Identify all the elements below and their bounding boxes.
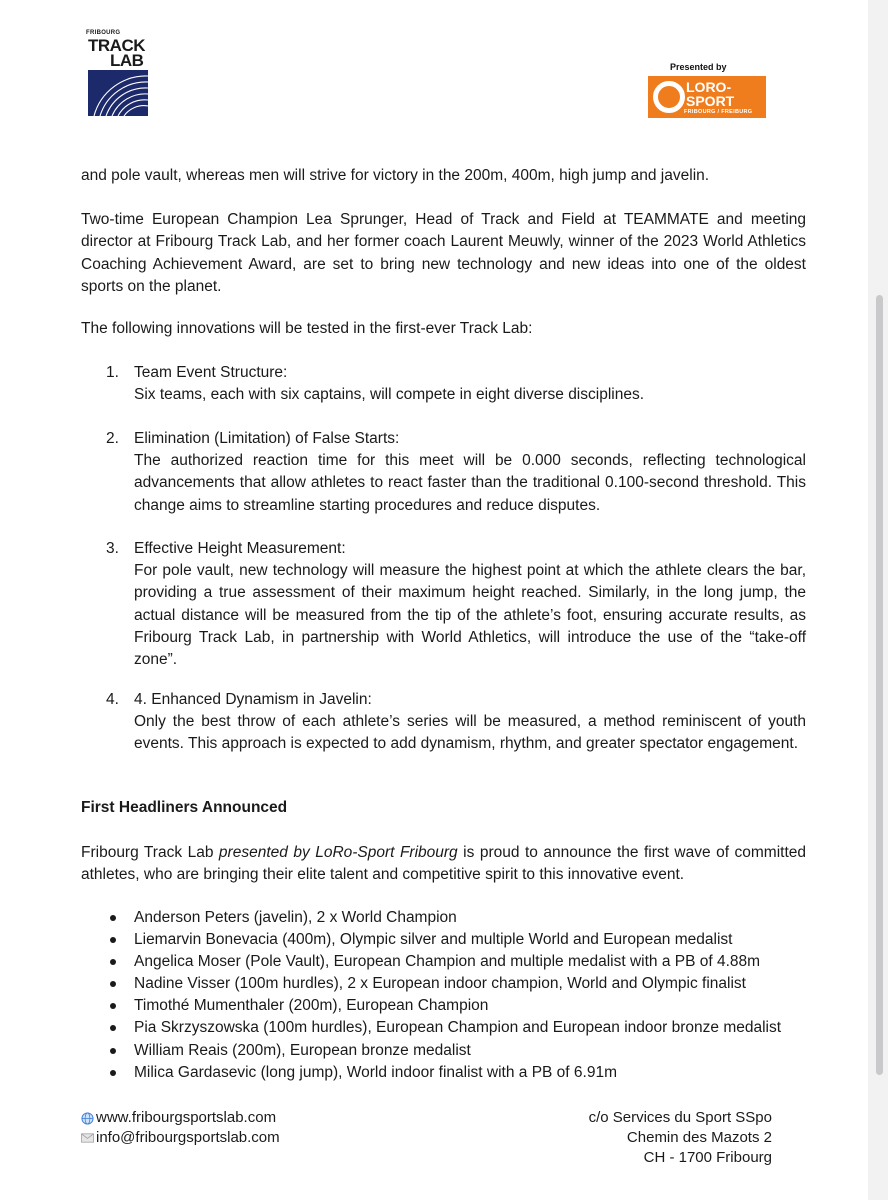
list-item: Angelica Moser (Pole Vault), European Champion and multiple medalist with a PB of 4.88m — [106, 951, 826, 973]
list-number: 4. — [106, 691, 119, 708]
headliners-text-end: is proud to announce the first wave of committed athletes, who are bringing their elite talent and competitive spirit to this innovative event. — [81, 844, 806, 884]
innovation-title: Elimination (Limitation) of False Starts: — [134, 430, 400, 447]
loro-sport-badge — [648, 76, 766, 118]
paragraph-headliners — [81, 842, 806, 887]
innovation-title: Effective Height Measurement: — [134, 540, 346, 557]
list-item: William Reais (200m), European bronze medalist — [106, 1040, 826, 1062]
loro-sport-logo — [648, 62, 768, 120]
scrollbar-thumb[interactable] — [876, 295, 883, 1075]
address-line: Chemin des Mazots 2 — [626, 1129, 772, 1146]
innovation-title: 4. Enhanced Dynamism in Javelin: — [134, 691, 372, 708]
logo-fribourg-text: FRIBOURG — [86, 30, 121, 36]
logo-track-text: TRACK — [88, 36, 145, 55]
paragraph-following: The following innovations will be tested in the first-ever Track Lab: — [81, 320, 533, 337]
innovation-title: Team Event Structure: — [134, 364, 288, 381]
athlete-list — [106, 907, 826, 1084]
loro-brand-text — [686, 80, 734, 108]
track-lanes-icon — [88, 70, 148, 116]
address-line: c/o Services du Sport SSpo — [588, 1109, 772, 1126]
loro-subtitle: FRIBOURG / FREIBURG — [684, 109, 753, 115]
website-link[interactable]: www.fribourgsportslab.com — [96, 1109, 277, 1126]
innovation-text: Only the best throw of each athlete’s series will be measured, a method reminiscent of youth events. This approach is expected to add dynamism, rhythm, and greater spectator engagement. — [134, 713, 806, 753]
headliners-text-start: Fribourg Track Lab — [81, 844, 219, 861]
section-heading: First Headliners Announced — [81, 799, 288, 816]
loro-brand-line1: LORO- — [686, 79, 732, 95]
footer-contact — [81, 1108, 280, 1148]
innovation-text: For pole vault, new technology will measure the highest point at which the athlete clears the bar, providing a true assessment of their maximum height reached. Similarly, in the long jump, the actual distance will be measured from the tip of the athlete’s foot, ensuring accurate results, as Fribourg Track Lab, in partnership with World Athletics, will introduce the use of the “take-off zone”. — [134, 562, 806, 669]
list-item: Anderson Peters (javelin), 2 x World Champion — [106, 907, 826, 929]
list-item: Pia Skrzyszowska (100m hurdles), European Champion and European indoor bronze medalist — [106, 1017, 826, 1039]
envelope-icon — [81, 1133, 94, 1143]
list-item: Liemarvin Bonevacia (400m), Olympic silver and multiple World and European medalist — [106, 929, 826, 951]
innovation-text: The authorized reaction time for this meet will be 0.000 seconds, reflecting technological advancements that allow athletes to react faster than the traditional 0.100-second threshold. This change aims to streamline starting procedures and reduce disputes. — [134, 452, 806, 514]
list-number: 3. — [106, 540, 119, 557]
paragraph-continued: and pole vault, whereas men will strive for victory in the 200m, 400m, high jump and javelin. — [81, 167, 710, 184]
footer-email-row[interactable] — [81, 1128, 280, 1148]
list-item: Timothé Mumenthaler (200m), European Champion — [106, 995, 826, 1017]
list-item: Milica Gardasevic (long jump), World indoor finalist with a PB of 6.91m — [106, 1062, 826, 1084]
globe-icon — [81, 1112, 94, 1125]
footer-website-row[interactable] — [81, 1108, 280, 1128]
list-number: 2. — [106, 430, 119, 447]
presented-by-label: Presented by — [670, 62, 727, 72]
footer-address — [589, 1108, 772, 1168]
loro-brand-line2: SPORT — [686, 93, 735, 109]
list-item: Nadine Visser (100m hurdles), 2 x European indoor champion, World and Olympic finalist — [106, 973, 826, 995]
logo-lab-text: LAB — [110, 51, 144, 70]
email-link[interactable]: info@fribourgsportslab.com — [96, 1129, 280, 1146]
headliners-text-emphasis: presented by LoRo-Sport Fribourg — [218, 844, 458, 861]
list-number: 1. — [106, 364, 119, 381]
loro-ring-icon — [653, 81, 685, 113]
address-line: CH - 1700 Fribourg — [643, 1149, 772, 1166]
innovation-text: Six teams, each with six captains, will compete in eight diverse disciplines. — [134, 386, 645, 403]
fribourg-track-lab-logo — [86, 30, 148, 116]
paragraph-intro: Two-time European Champion Lea Sprunger, Head of Track and Field at TEAMMATE and meeting director at Fribourg Track Lab, and her former coach Laurent Meuwly, winner of the 2023 World Athletics Coaching Achievement Award, are set to bring new technology and new ideas into one of the oldest sports on the planet. — [81, 211, 806, 295]
